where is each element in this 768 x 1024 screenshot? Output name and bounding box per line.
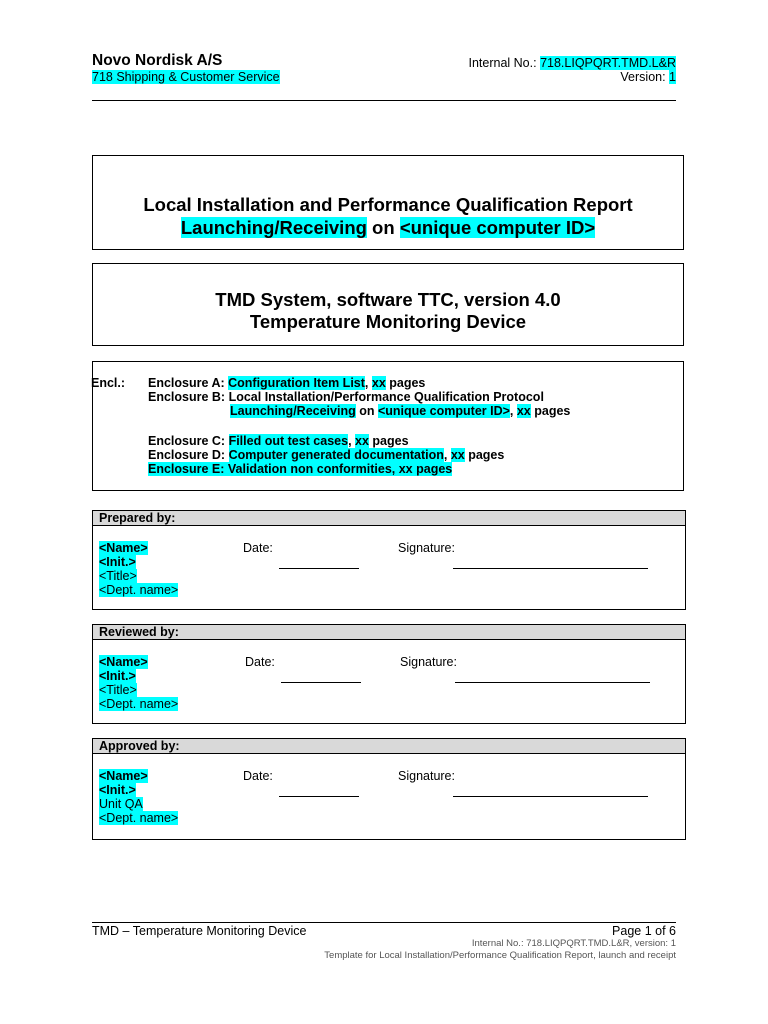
prepared-dept-text: <Dept. name> [99, 583, 179, 597]
enclosure-b-id: <unique computer ID> [377, 404, 510, 418]
internal-value: 718.LIQPQRT.TMD.L&R [540, 56, 676, 70]
prepared-init [99, 555, 136, 569]
reviewed-date-label: Date: [245, 655, 275, 669]
enclosure-c [148, 434, 409, 448]
enclosure-b: Enclosure B: Local Installation/Performance Qualification Protocol [148, 390, 544, 404]
enclosure-d [148, 448, 504, 462]
version [620, 70, 676, 84]
reviewed-init-text: <Init.> [99, 669, 136, 683]
prepared-name [99, 541, 148, 555]
footer-internal-number: Internal No.: 718.LIQPQRT.TMD.L&R, version: 1 [471, 938, 676, 949]
approved-name-text: <Name> [99, 769, 148, 783]
prepared-init-text: <Init.> [99, 555, 136, 569]
company-name: Novo Nordisk A/S [92, 52, 223, 69]
enclosure-a [148, 376, 425, 390]
enclosure-a-count: xx [371, 376, 386, 390]
approved-dept [99, 811, 178, 825]
enclosure-c-sep: , [348, 434, 356, 448]
approved-by-block [92, 738, 686, 840]
enclosure-e-text: Enclosure E: Validation non conformities, xx pages [148, 462, 453, 476]
enclosures-box [92, 361, 684, 491]
footer-page-number: Page 1 of 6 [612, 924, 676, 938]
approved-signature-label: Signature: [398, 769, 455, 783]
prepared-date-line[interactable] [279, 568, 359, 569]
reviewed-title [99, 683, 137, 697]
approved-dept-text: <Dept. name> [99, 811, 179, 825]
reviewed-date-line[interactable] [281, 682, 361, 683]
subtitle-computer-id: <unique computer ID> [399, 217, 596, 238]
approved-init [99, 783, 136, 797]
footer-document-name: TMD – Temperature Monitoring Device [92, 924, 307, 938]
reviewed-signature-line[interactable] [455, 682, 650, 683]
enclosure-a-item: Configuration Item List [228, 376, 365, 390]
reviewed-signature-label: Signature: [400, 655, 457, 669]
report-subtitle [93, 217, 683, 239]
system-box [92, 263, 684, 346]
reviewed-by-block [92, 624, 686, 724]
reviewed-init [99, 669, 136, 683]
enclosure-b-item: Launching/Receiving [230, 404, 356, 418]
reviewed-name [99, 655, 148, 669]
report-title: Local Installation and Performance Qualification Report [143, 194, 633, 215]
version-label: Version: [620, 70, 670, 84]
enclosure-d-pages: pages [464, 448, 505, 462]
prepared-by-block [92, 510, 686, 610]
reviewed-by-heading: Reviewed by: [93, 625, 685, 640]
approved-by-heading: Approved by: [93, 739, 685, 754]
prepared-title [99, 569, 137, 583]
internal-label: Internal No.: [468, 56, 541, 70]
department-name [92, 70, 280, 84]
system-description: Temperature Monitoring Device [249, 311, 527, 332]
approved-title-text: Unit QA [99, 797, 143, 811]
prepared-title-text: <Title> [99, 569, 137, 583]
approved-date-line[interactable] [279, 796, 359, 797]
title-box [92, 155, 684, 250]
internal-number [468, 56, 676, 70]
enclosure-a-sep: , [364, 376, 372, 390]
approved-date-label: Date: [243, 769, 273, 783]
prepared-dept [99, 583, 178, 597]
enclosure-d-prefix: Enclosure D: [148, 448, 229, 462]
enclosure-d-count: xx [450, 448, 465, 462]
reviewed-title-text: <Title> [99, 683, 137, 697]
enclosure-a-pages: pages [385, 376, 426, 390]
prepared-name-text: <Name> [99, 541, 148, 555]
reviewed-dept [99, 697, 178, 711]
prepared-signature-line[interactable] [453, 568, 648, 569]
enclosure-c-pages: pages [368, 434, 409, 448]
enclosures-label: Encl.: [91, 376, 126, 390]
subtitle-activity: Launching/Receiving [180, 217, 367, 238]
footer-template-note: Template for Local Installation/Performance Qualification Report, launch and receipt [324, 950, 676, 961]
system-name: TMD System, software TTC, version 4.0 [215, 289, 561, 310]
enclosure-b-on: on [355, 404, 378, 418]
version-value: 1 [669, 70, 676, 84]
reviewed-name-text: <Name> [99, 655, 148, 669]
enclosure-c-item: Filled out test cases [228, 434, 349, 448]
approved-title [99, 797, 143, 811]
enclosure-a-prefix: Enclosure A: [148, 376, 229, 390]
enclosure-d-item: Computer generated documentation [228, 448, 444, 462]
enclosure-b-pages: pages [530, 404, 571, 418]
footer-divider [92, 922, 676, 923]
department-text: 718 Shipping & Customer Service [92, 70, 280, 84]
enclosure-b-cont [230, 404, 570, 418]
reviewed-dept-text: <Dept. name> [99, 697, 179, 711]
enclosure-c-prefix: Enclosure C: [148, 434, 229, 448]
approved-name [99, 769, 148, 783]
prepared-signature-label: Signature: [398, 541, 455, 555]
approved-signature-line[interactable] [453, 796, 648, 797]
enclosure-d-sep: , [443, 448, 451, 462]
enclosure-b-count: xx [516, 404, 531, 418]
header-divider [92, 100, 676, 101]
prepared-by-heading: Prepared by: [93, 511, 685, 526]
prepared-date-label: Date: [243, 541, 273, 555]
enclosure-c-count: xx [355, 434, 369, 448]
approved-init-text: <Init.> [99, 783, 136, 797]
enclosure-e [148, 462, 452, 476]
subtitle-on: on [366, 217, 400, 238]
enclosure-b-sep: , [509, 404, 517, 418]
